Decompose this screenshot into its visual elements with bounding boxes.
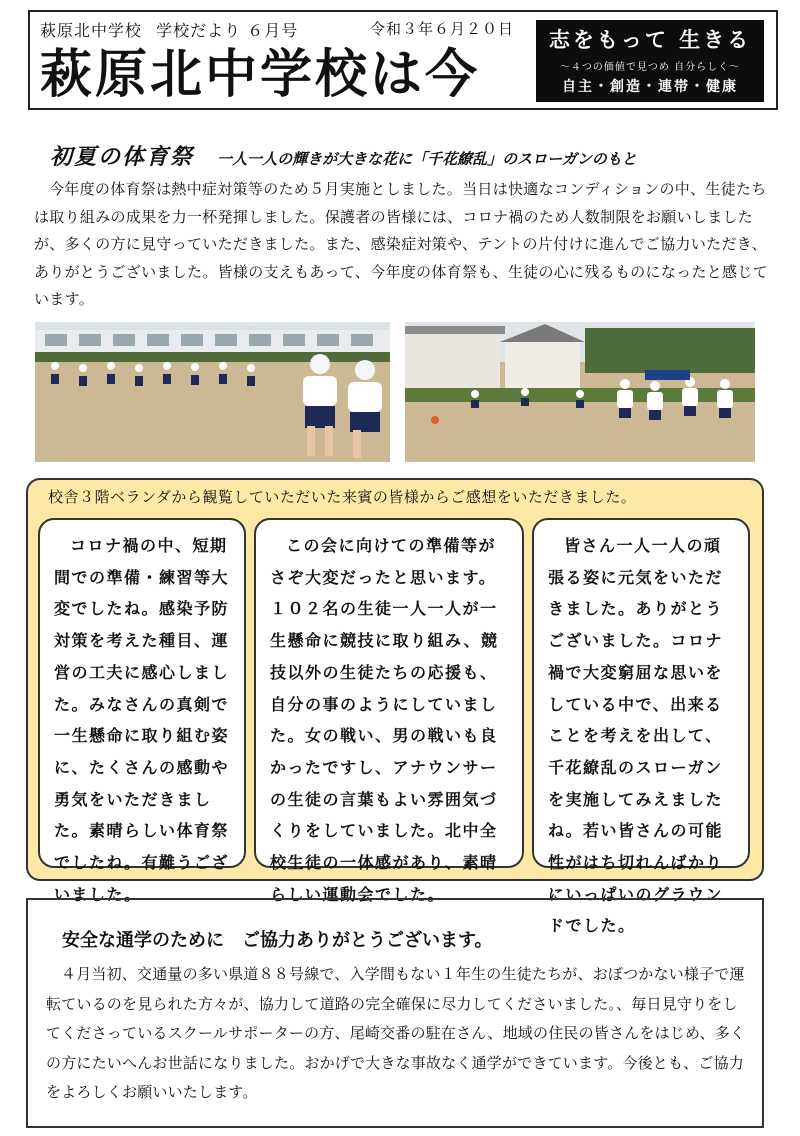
newsletter-issue: 学校だより ６月号 (156, 21, 299, 40)
festival-title: 初夏の体育祭 (50, 145, 195, 170)
sports-day-photo-right (405, 322, 755, 462)
header-meta (40, 18, 525, 41)
feedback-intro: 校舎３階ベランダから観覧していただいた来賓の皆様からご感想をいただきました。 (48, 488, 637, 506)
issue-date: 令和３年６月２０日 (370, 20, 515, 38)
header-left (40, 18, 525, 105)
school-motto (536, 20, 764, 102)
newsletter-header (28, 10, 778, 110)
feedback-card-3: 皆さん一人一人の頑張る姿に元気をいただきました。ありがとうございました。コロナ禍で大変窮屈な思いをしている中で、出来ることを考えを出して、千花繚乱のスローガンを実施してみえましたね。若い皆さんの可能性がはち切れんばかりにいっぱいのグラウンドでした。 (532, 518, 750, 868)
commute-body: ４月当初、交通量の多い県道８８号線で、入学間もない１年生の生徒たちが、おぼつかない様子で運転ているのを見られた方々が、協力して道路の完全確保に尽力してくださいました。、毎日見守りをしてくださっているスクールサポーターの方、尾崎交番の駐在さん、地域の住民の皆さんをはじめ、多くの方にたいへんお世話になりました。おかげで大きな事故なく通学ができています。今後とも、ご協力をよろしくお願いいたします。 (46, 965, 746, 1101)
feedback-card-1: コロナ禍の中、短期間での準備・練習等大変でしたね。感染予防対策を考えた種目、運営の工夫に感心しました。みなさんの真剣で一生懸命に取り組む姿に、たくさんの感動や勇気をいただきました。素晴らしい体育祭でしたね。有難うございました。 (38, 518, 246, 868)
sports-day-photo-left (35, 322, 390, 462)
commute-title: 安全な通学のために ご協力ありがとうございます。 (62, 930, 493, 951)
motto-main: 志をもって 生きる (548, 28, 752, 52)
festival-subtitle: 一人一人の輝きが大きな花に「千花繚乱」のスローガンのもと (217, 150, 637, 168)
festival-heading (50, 140, 637, 171)
page-title: 萩原北中学校は今 (40, 45, 481, 105)
festival-body: 今年度の体育祭は熱中症対策等のため５月実施としました。当日は快適なコンディションの中、生徒たちは取り組みの成果を力一杯発揮しました。保護者の皆様には、コロナ禍のため人数制限をお願いしましたが、多くの方に見守っていただきました。また、感染症対策や、テントの片付けに進んでご協力いただき、ありがとうございました。皆様の支えもあって、今年度の体育祭も、生徒の心に残るものになったと感じています。 (34, 180, 768, 308)
motto-values: 自主・創造・連帯・健康 (562, 79, 738, 95)
guest-feedback-box (26, 478, 764, 936)
commute-safety-box (26, 898, 764, 1128)
photo-illustration-left (35, 322, 390, 462)
photo-illustration-right (405, 322, 755, 462)
school-name: 萩原北中学校 (40, 21, 143, 40)
motto-sub: ～４つの価値で見つめ 自分らしく～ (559, 62, 741, 73)
feedback-card-2: この会に向けての準備等がさぞ大変だったと思います。１０２名の生徒一人一人が一生懸命に競技に取り組み、競技以外の生徒たちの応援も、自分の事のようにしていました。女の戦い、男の戦いも良かったですし、アナウンサーの生徒の言葉もよい雰囲気づくりをしていました。北中全校生徒の一体感があり、素晴らしい運動会でした。 (254, 518, 524, 868)
